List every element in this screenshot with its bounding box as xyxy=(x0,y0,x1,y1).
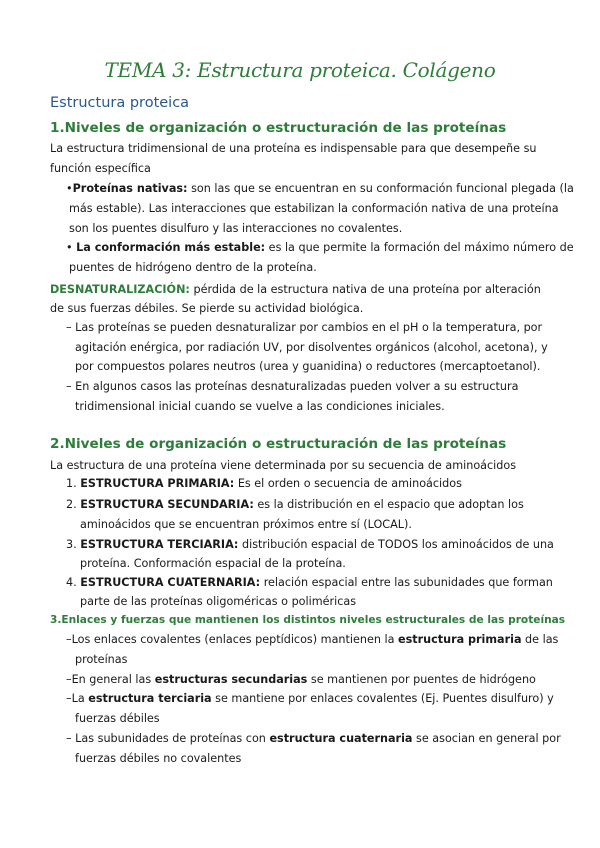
bond-item-1-line2: proteínas xyxy=(75,653,128,666)
item-number: 1. xyxy=(66,477,77,490)
bond-text: –La xyxy=(66,692,89,705)
denaturation-text: pérdida de la estructura nativa de una proteína por alteración xyxy=(189,283,541,296)
dash-2 xyxy=(66,377,518,397)
bullet-marker: • xyxy=(66,241,73,254)
structure-item-3-line2: proteína. Conformación espacial de la proteína. xyxy=(80,557,346,570)
page-title: TEMA 3: Estructura proteica. Colágeno xyxy=(104,58,496,82)
bond-item-4 xyxy=(66,729,561,749)
structure-item-4 xyxy=(66,573,553,593)
item-text: Es el orden o secuencia de aminoácidos xyxy=(234,477,462,490)
bullet-1-line2: más estable). Las interacciones que estabilizan la conformación nativa de una proteína xyxy=(69,202,559,215)
bond-item-4-line2: fuerzas débiles no covalentes xyxy=(75,752,242,765)
item-text: relación espacial entre las subunidades que forman xyxy=(260,576,553,589)
bullet-2 xyxy=(66,238,574,258)
bond-text-post: se mantienen por puentes de hidrógeno xyxy=(307,673,536,686)
structure-item-1 xyxy=(66,474,462,494)
bullet-term: Proteínas nativas: xyxy=(72,182,188,195)
item-term: ESTRUCTURA TERCIARIA: xyxy=(80,538,239,551)
subtitle: Estructura proteica xyxy=(50,95,190,111)
bond-text-post: de las xyxy=(521,633,559,646)
bond-term: estructura terciaria xyxy=(88,692,212,705)
section1-intro-line2: función específica xyxy=(50,162,151,175)
dash-1 xyxy=(66,318,542,338)
bond-text: – Las subunidades de proteínas con xyxy=(66,732,270,745)
dash-marker: – xyxy=(66,321,72,334)
item-term: ESTRUCTURA PRIMARIA: xyxy=(80,477,235,490)
bond-text-post: se mantiene por enlaces covalentes (Ej. Puentes disulfuro) y xyxy=(211,692,554,705)
bond-term: estructuras secundarias xyxy=(154,673,308,686)
bond-term: estructura cuaternaria xyxy=(269,732,413,745)
denaturation-term: DESNATURALIZACIÓN: xyxy=(50,283,190,296)
structure-item-2 xyxy=(66,495,524,515)
structure-item-2-line2: aminoácidos que se encuentran próximos entre sí (LOCAL). xyxy=(80,518,412,531)
bullet-marker: • xyxy=(66,182,73,195)
bond-item-2 xyxy=(66,670,536,690)
structure-item-3 xyxy=(66,535,554,555)
bullet-1-line3: son los puentes disulfuro y las interacciones no covalentes. xyxy=(69,222,403,235)
section1-heading: 1.Niveles de organización o estructuración de las proteínas xyxy=(50,120,507,136)
bullet-text: son las que se encuentran en su conformación funcional plegada (la xyxy=(187,182,574,195)
dash-2-line2: tridimensional inicial cuando se vuelve a las condiciones iniciales. xyxy=(75,400,445,413)
item-number: 3. xyxy=(66,538,77,551)
bullet-text: es la que permite la formación del máximo número de xyxy=(265,241,574,254)
item-number: 2. xyxy=(66,498,77,511)
item-number: 4. xyxy=(66,576,77,589)
section2-intro: La estructura de una proteína viene determinada por su secuencia de aminoácidos xyxy=(50,459,517,472)
bullet-2-line2: puentes de hidrógeno dentro de la proteína. xyxy=(69,261,317,274)
item-term: ESTRUCTURA CUATERNARIA: xyxy=(80,576,261,589)
item-text: distribución espacial de TODOS los aminoácidos de una xyxy=(238,538,554,551)
bond-term: estructura primaria xyxy=(398,633,522,646)
bond-item-1 xyxy=(66,630,558,650)
dash-marker: – xyxy=(66,380,72,393)
dash-text: Las proteínas se pueden desnaturalizar por cambios en el pH o la temperatura, por xyxy=(75,321,543,334)
dash-1-line2: agitación enérgica, por radiación UV, por disolventes orgánicos (alcohol, acetona), y xyxy=(75,341,548,354)
bond-text-post: se asocian en general por xyxy=(412,732,561,745)
denaturation-line2: de sus fuerzas débiles. Se pierde su actividad biológica. xyxy=(50,302,364,315)
structure-item-4-line2: parte de las proteínas oligoméricas o poliméricas xyxy=(80,595,357,608)
bullet-1 xyxy=(66,179,574,199)
item-text: es la distribución en el espacio que adoptan los xyxy=(253,498,524,511)
bond-item-3-line2: fuerzas débiles xyxy=(75,712,160,725)
section2-heading: 2.Niveles de organización o estructuración de las proteínas xyxy=(50,436,507,452)
denaturation-line1 xyxy=(50,280,541,300)
dash-text: En algunos casos las proteínas desnaturalizadas pueden volver a su estructura xyxy=(75,380,519,393)
bond-text: –Los enlaces covalentes (enlaces peptídicos) mantienen la xyxy=(66,633,399,646)
bond-text: –En general las xyxy=(66,673,155,686)
section1-intro-line1: La estructura tridimensional de una proteína es indispensable para que desempeñe su xyxy=(50,142,537,155)
dash-1-line3: por compuestos polares neutros (urea y guanidina) o reductores (mercaptoetanol). xyxy=(75,360,541,373)
bond-item-3 xyxy=(66,689,554,709)
bullet-term: La conformación más estable: xyxy=(76,241,266,254)
section3-heading: 3.Enlaces y fuerzas que mantienen los distintos niveles estructurales de las proteínas xyxy=(50,614,566,626)
item-term: ESTRUCTURA SECUNDARIA: xyxy=(80,498,254,511)
